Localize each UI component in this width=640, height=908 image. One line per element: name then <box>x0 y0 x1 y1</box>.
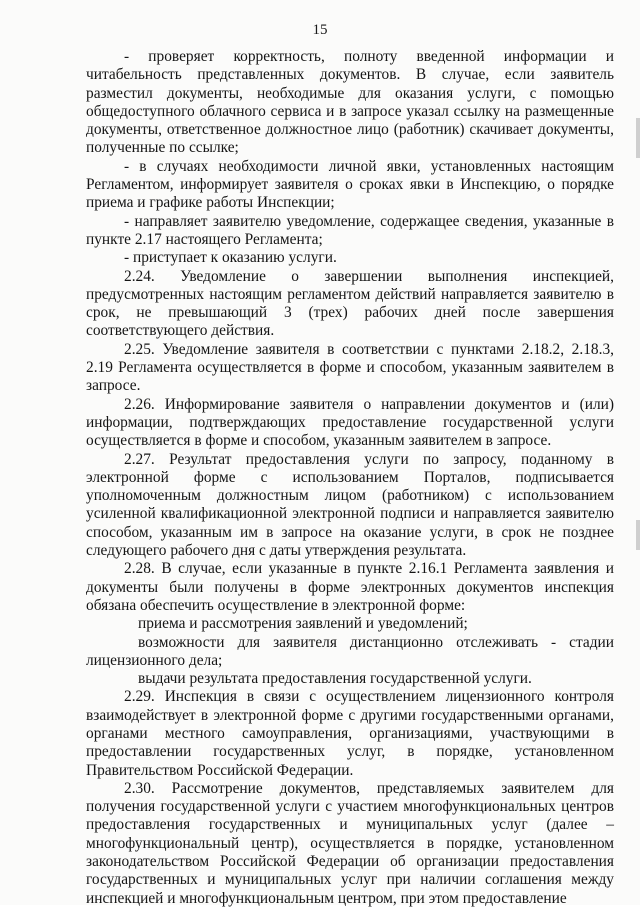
list-item: возможности для заявителя дистанционно отслеживать - стадии лицензионного дела; <box>86 633 614 669</box>
scan-edge-mark <box>636 520 640 550</box>
scan-edge-mark <box>636 118 640 158</box>
list-item: приема и рассмотрения заявлений и уведомлений; <box>138 615 468 633</box>
paragraph: 2.25. Уведомление заявителя в соответствии с пунктами 2.18.2, 2.18.3, 2.19 Регламента осуществляется в форме и способом, указанным заявителем в запросе. <box>86 340 614 395</box>
paragraph: 2.29. Инспекция в связи с осуществлением лицензионного контроля взаимодействует в электронной форме с другими государственными органами, органами местного самоуправления, организациями, участвующими в предоставлении государственных услуг, в порядке, установленном Правительством Российской Федерации. <box>86 688 614 779</box>
paragraph: - приступает к оказанию услуги. <box>124 249 337 267</box>
paragraph: 2.26. Информирование заявителя о направлении документов и (или) информации, подтверждающих предоставление государственной услуги осуществляется в форме и способом, указанным заявителем в запросе. <box>86 395 614 450</box>
paragraph: - направляет заявителю уведомление, содержащее сведения, указанные в пункте 2.17 настоящего Регламента; <box>86 212 614 248</box>
page-number: 15 <box>312 22 328 38</box>
paragraph: - в случаях необходимости личной явки, установленных настоящим Регламентом, информирует заявителя о сроках явки в Инспекцию, о порядке приема и графике работы Инспекции; <box>86 157 614 212</box>
paragraph: 2.28. В случае, если указанные в пункте 2.16.1 Регламента заявления и документы были получены в форме электронных документов инспекция обязана обеспечить осуществление в электронной форме: <box>86 560 614 614</box>
paragraph: 2.24. Уведомление о завершении выполнения инспекцией, предусмотренных настоящим регламентом действий направляется заявителю в срок, не превышающий 3 (трех) рабочих дней после завершения соответствующего действия. <box>86 267 614 340</box>
paragraph: 2.27. Результат предоставления услуги по запросу, поданному в электронной форме с использованием Порталов, подписывается уполномоченным должностным лицом (работником) с использованием усиленной квалификационной электронной подписи и направляется заявителю способом, указанным им в запросе на оказание услуги, в срок не позднее следующего рабочего дня с даты утверждения результата. <box>86 450 614 560</box>
paragraph: - проверяет корректность, полноту введенной информации и читабельность представленных документов. В случае, если заявитель разместил документы, необходимые для оказания услуги, с помощью общедоступного облачного сервиса и в запросе указал ссылку на размещенные документы, ответственное должностное лицо (работник) скачивает документы, полученные по ссылке; <box>86 48 614 157</box>
document-body <box>86 48 614 908</box>
paragraph: 2.30. Рассмотрение документов, представляемых заявителем для получения государственной услуги с участием многофункциональных центров предоставления государственных и муниципальных услуг (далее – многофункциональный центр), осуществляется в порядке, установленном законодательством Российской Федерации об организации предоставления государственных и муниципальных услуг при наличии соглашения между инспекцией и многофункциональным центром, при этом предоставление <box>86 779 614 907</box>
list-item: выдачи результата предоставления государственной услуги. <box>138 670 532 688</box>
